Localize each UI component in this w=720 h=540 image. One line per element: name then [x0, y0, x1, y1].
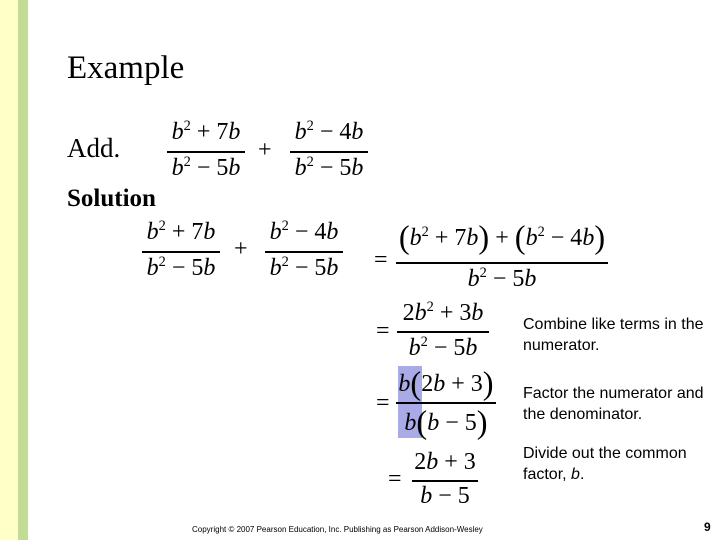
note-combine: Combine like terms in the numerator. — [523, 316, 704, 354]
left-stripe-green — [18, 0, 28, 540]
left-stripe-yellow — [0, 0, 18, 540]
note-factor: Factor the numerator and the denominator. — [523, 385, 704, 423]
equals-sign: = — [376, 318, 390, 344]
note-divide-text: Divide out the common factor, — [523, 445, 687, 483]
note-divide-variable: b — [571, 466, 580, 483]
factored-fraction: b(2b + 3) b(b − 5) — [396, 366, 496, 438]
solution-fraction-2: $b^2 - 4b$ $b^2 - 5b$ — [265, 218, 343, 284]
combined-fraction: $(b^2 + 7b) + (b^2 - 4b)$ $b^2 - 5b$ — [396, 220, 608, 292]
page-number: 9 — [704, 520, 711, 534]
copyright-footer: Copyright © 2007 Pearson Education, Inc. Publishing as Pearson Addison-Wesley — [192, 525, 483, 534]
slide-title: Example — [67, 50, 185, 86]
problem-fraction-2: $b^2 - 4b$ $b^2 - 5b$ — [290, 118, 368, 184]
equals-sign: = — [374, 247, 388, 273]
problem-fraction-1: $b^2 + 7b$ $b^2 - 5b$ — [167, 118, 245, 184]
final-fraction: 2b + 3 b − 5 — [412, 449, 478, 511]
plus-sign: + — [258, 137, 272, 163]
equals-sign: = — [388, 466, 402, 492]
equals-sign: = — [376, 390, 390, 416]
simplified-fraction: $2b^2 + 3b$ $b^2 - 5b$ — [397, 299, 489, 365]
solution-fraction-1: $b^2 + 7b$ $b^2 - 5b$ — [142, 218, 220, 284]
solution-label: Solution — [67, 185, 156, 212]
add-label: Add. — [67, 133, 121, 163]
note-divide-suffix: . — [579, 466, 585, 483]
note-divide — [523, 443, 713, 485]
plus-sign: + — [234, 236, 248, 262]
